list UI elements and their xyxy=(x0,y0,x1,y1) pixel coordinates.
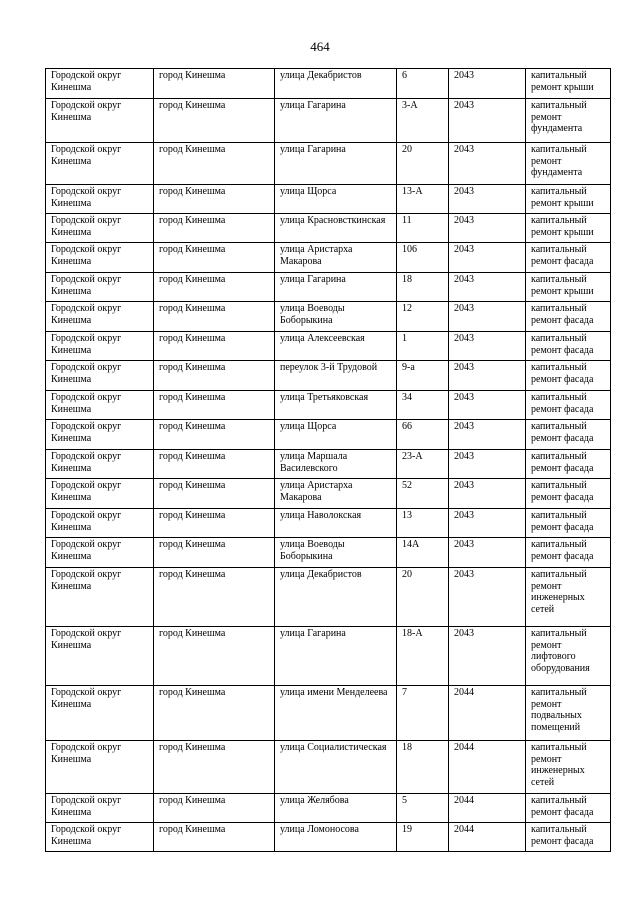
settlement-cell: город Кинешма xyxy=(154,686,275,741)
work-type-cell: капитальный ремонт фасада xyxy=(526,302,611,332)
work-type-cell: капитальный ремонт инженерных сетей xyxy=(526,568,611,627)
house-number-cell: 52 xyxy=(397,479,449,509)
house-number-cell: 14А xyxy=(397,538,449,568)
house-number-cell: 18-А xyxy=(397,627,449,686)
settlement-cell: город Кинешма xyxy=(154,538,275,568)
street-cell: улица Гагарина xyxy=(275,99,397,143)
street-cell: улица Воеводы Боборыкина xyxy=(275,302,397,332)
table-row xyxy=(46,69,611,99)
table-row xyxy=(46,538,611,568)
municipality-cell: Городской округ Кинешма xyxy=(46,509,154,538)
settlement-cell: город Кинешма xyxy=(154,143,275,185)
street-cell: улица Аристарха Макарова xyxy=(275,479,397,509)
work-type-cell: капитальный ремонт фасада xyxy=(526,823,611,852)
work-type-cell: капитальный ремонт подвальных помещений xyxy=(526,686,611,741)
work-type-cell: капитальный ремонт фасада xyxy=(526,509,611,538)
work-type-cell: капитальный ремонт инженерных сетей xyxy=(526,741,611,794)
year-cell: 2043 xyxy=(449,332,526,361)
municipality-cell: Городской округ Кинешма xyxy=(46,391,154,420)
municipality-cell: Городской округ Кинешма xyxy=(46,568,154,627)
street-cell: улица Щорса xyxy=(275,185,397,214)
municipality-cell: Городской округ Кинешма xyxy=(46,99,154,143)
year-cell: 2043 xyxy=(449,627,526,686)
repair-schedule-table xyxy=(45,68,611,852)
year-cell: 2043 xyxy=(449,450,526,479)
street-cell: улица Аристарха Макарова xyxy=(275,243,397,273)
municipality-cell: Городской округ Кинешма xyxy=(46,243,154,273)
table-row xyxy=(46,686,611,741)
street-cell: улица Щорса xyxy=(275,420,397,450)
table-row xyxy=(46,479,611,509)
work-type-cell: капитальный ремонт крыши xyxy=(526,69,611,99)
table-row xyxy=(46,361,611,391)
settlement-cell: город Кинешма xyxy=(154,273,275,302)
settlement-cell: город Кинешма xyxy=(154,450,275,479)
street-cell: улица Гагарина xyxy=(275,143,397,185)
municipality-cell: Городской округ Кинешма xyxy=(46,479,154,509)
settlement-cell: город Кинешма xyxy=(154,391,275,420)
table-row xyxy=(46,568,611,627)
year-cell: 2043 xyxy=(449,391,526,420)
house-number-cell: 12 xyxy=(397,302,449,332)
street-cell: улица Наволокская xyxy=(275,509,397,538)
street-cell: улица Гагарина xyxy=(275,273,397,302)
page-number: 464 xyxy=(310,39,330,54)
municipality-cell: Городской округ Кинешма xyxy=(46,794,154,823)
street-cell: улица Декабристов xyxy=(275,568,397,627)
year-cell: 2044 xyxy=(449,741,526,794)
settlement-cell: город Кинешма xyxy=(154,568,275,627)
year-cell: 2043 xyxy=(449,361,526,391)
house-number-cell: 13-А xyxy=(397,185,449,214)
table-row xyxy=(46,391,611,420)
settlement-cell: город Кинешма xyxy=(154,214,275,243)
street-cell: улица Гагарина xyxy=(275,627,397,686)
year-cell: 2043 xyxy=(449,214,526,243)
street-cell: улица Алексеевская xyxy=(275,332,397,361)
work-type-cell: капитальный ремонт крыши xyxy=(526,214,611,243)
street-cell: улица имени Менделеева xyxy=(275,686,397,741)
municipality-cell: Городской округ Кинешма xyxy=(46,185,154,214)
year-cell: 2043 xyxy=(449,568,526,627)
settlement-cell: город Кинешма xyxy=(154,741,275,794)
year-cell: 2043 xyxy=(449,509,526,538)
year-cell: 2044 xyxy=(449,794,526,823)
municipality-cell: Городской округ Кинешма xyxy=(46,361,154,391)
house-number-cell: 20 xyxy=(397,143,449,185)
work-type-cell: капитальный ремонт фасада xyxy=(526,420,611,450)
settlement-cell: город Кинешма xyxy=(154,332,275,361)
house-number-cell: 13 xyxy=(397,509,449,538)
work-type-cell: капитальный ремонт крыши xyxy=(526,185,611,214)
table-row xyxy=(46,273,611,302)
year-cell: 2043 xyxy=(449,302,526,332)
table-row xyxy=(46,99,611,143)
house-number-cell: 19 xyxy=(397,823,449,852)
work-type-cell: капитальный ремонт лифтового оборудования xyxy=(526,627,611,686)
house-number-cell: 18 xyxy=(397,741,449,794)
year-cell: 2043 xyxy=(449,143,526,185)
work-type-cell: капитальный ремонт фасада xyxy=(526,479,611,509)
work-type-cell: капитальный ремонт фасада xyxy=(526,391,611,420)
table-row xyxy=(46,794,611,823)
street-cell: улица Третьяковская xyxy=(275,391,397,420)
settlement-cell: город Кинешма xyxy=(154,509,275,538)
work-type-cell: капитальный ремонт фасада xyxy=(526,794,611,823)
house-number-cell: 20 xyxy=(397,568,449,627)
municipality-cell: Городской округ Кинешма xyxy=(46,302,154,332)
table-row xyxy=(46,420,611,450)
work-type-cell: капитальный ремонт фасада xyxy=(526,332,611,361)
settlement-cell: город Кинешма xyxy=(154,243,275,273)
house-number-cell: 5 xyxy=(397,794,449,823)
street-cell: переулок 3-й Трудовой xyxy=(275,361,397,391)
house-number-cell: 34 xyxy=(397,391,449,420)
street-cell: улица Красновсткинская xyxy=(275,214,397,243)
house-number-cell: 66 xyxy=(397,420,449,450)
street-cell: улица Декабристов xyxy=(275,69,397,99)
street-cell: улица Маршала Василевского xyxy=(275,450,397,479)
street-cell: улица Социалистическая xyxy=(275,741,397,794)
table-row xyxy=(46,450,611,479)
municipality-cell: Городской округ Кинешма xyxy=(46,214,154,243)
settlement-cell: город Кинешма xyxy=(154,823,275,852)
municipality-cell: Городской округ Кинешма xyxy=(46,143,154,185)
year-cell: 2044 xyxy=(449,823,526,852)
settlement-cell: город Кинешма xyxy=(154,99,275,143)
house-number-cell: 11 xyxy=(397,214,449,243)
house-number-cell: 6 xyxy=(397,69,449,99)
municipality-cell: Городской округ Кинешма xyxy=(46,627,154,686)
settlement-cell: город Кинешма xyxy=(154,420,275,450)
house-number-cell: 1 xyxy=(397,332,449,361)
work-type-cell: капитальный ремонт фасада xyxy=(526,450,611,479)
year-cell: 2044 xyxy=(449,686,526,741)
settlement-cell: город Кинешма xyxy=(154,185,275,214)
year-cell: 2043 xyxy=(449,479,526,509)
house-number-cell: 106 xyxy=(397,243,449,273)
year-cell: 2043 xyxy=(449,99,526,143)
settlement-cell: город Кинешма xyxy=(154,69,275,99)
house-number-cell: 9-а xyxy=(397,361,449,391)
year-cell: 2043 xyxy=(449,538,526,568)
table-row xyxy=(46,332,611,361)
street-cell: улица Желябова xyxy=(275,794,397,823)
work-type-cell: капитальный ремонт фасада xyxy=(526,243,611,273)
table-row xyxy=(46,823,611,852)
table-row xyxy=(46,214,611,243)
work-type-cell: капитальный ремонт крыши xyxy=(526,273,611,302)
table-row xyxy=(46,741,611,794)
street-cell: улица Ломоносова xyxy=(275,823,397,852)
year-cell: 2043 xyxy=(449,69,526,99)
year-cell: 2043 xyxy=(449,185,526,214)
municipality-cell: Городской округ Кинешма xyxy=(46,450,154,479)
table-row xyxy=(46,509,611,538)
settlement-cell: город Кинешма xyxy=(154,627,275,686)
table-row xyxy=(46,185,611,214)
house-number-cell: 23-А xyxy=(397,450,449,479)
house-number-cell: 18 xyxy=(397,273,449,302)
table-row xyxy=(46,302,611,332)
year-cell: 2043 xyxy=(449,420,526,450)
table-row xyxy=(46,243,611,273)
house-number-cell: 7 xyxy=(397,686,449,741)
municipality-cell: Городской округ Кинешма xyxy=(46,273,154,302)
municipality-cell: Городской округ Кинешма xyxy=(46,69,154,99)
settlement-cell: город Кинешма xyxy=(154,479,275,509)
municipality-cell: Городской округ Кинешма xyxy=(46,823,154,852)
table-row xyxy=(46,627,611,686)
settlement-cell: город Кинешма xyxy=(154,361,275,391)
settlement-cell: город Кинешма xyxy=(154,794,275,823)
work-type-cell: капитальный ремонт фундамента xyxy=(526,143,611,185)
municipality-cell: Городской округ Кинешма xyxy=(46,686,154,741)
municipality-cell: Городской округ Кинешма xyxy=(46,332,154,361)
year-cell: 2043 xyxy=(449,273,526,302)
house-number-cell: 3-А xyxy=(397,99,449,143)
municipality-cell: Городской округ Кинешма xyxy=(46,538,154,568)
settlement-cell: город Кинешма xyxy=(154,302,275,332)
table-row xyxy=(46,143,611,185)
municipality-cell: Городской округ Кинешма xyxy=(46,420,154,450)
work-type-cell: капитальный ремонт фасада xyxy=(526,361,611,391)
work-type-cell: капитальный ремонт фасада xyxy=(526,538,611,568)
municipality-cell: Городской округ Кинешма xyxy=(46,741,154,794)
street-cell: улица Воеводы Боборыкина xyxy=(275,538,397,568)
work-type-cell: капитальный ремонт фундамента xyxy=(526,99,611,143)
year-cell: 2043 xyxy=(449,243,526,273)
